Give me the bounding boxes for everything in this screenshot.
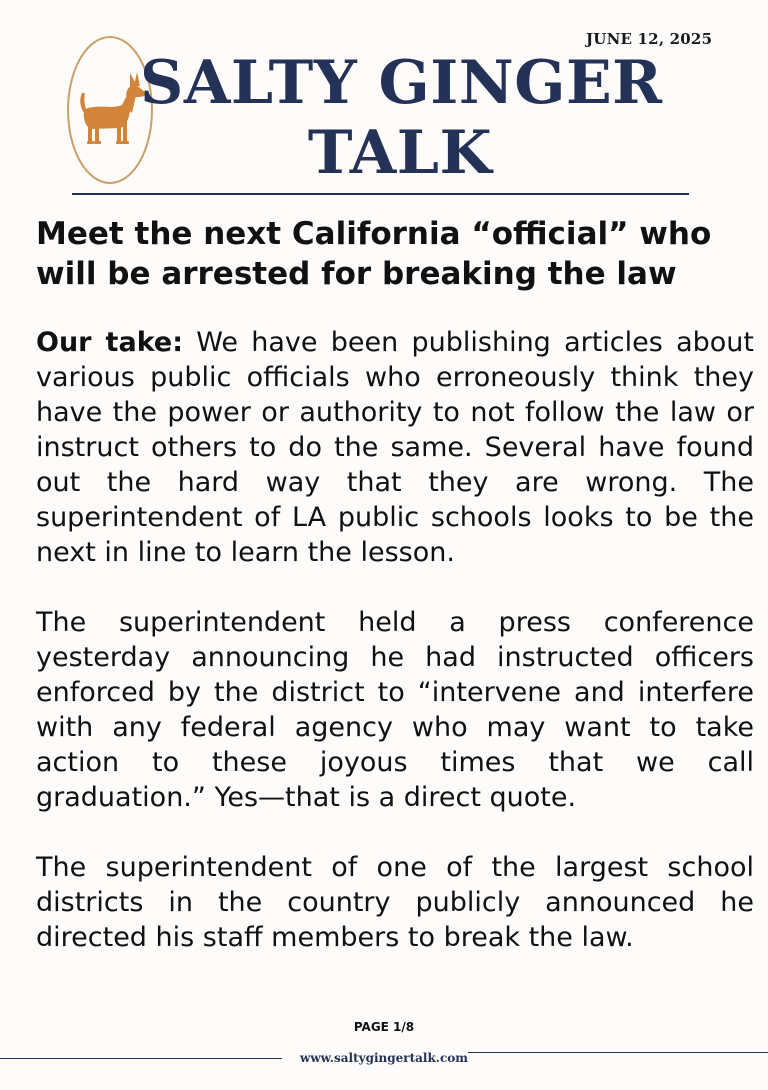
website-link[interactable]: www.saltygingertalk.com [300,1051,468,1065]
paragraph-1-text: We have been publishing articles about various public officials who erroneously think they have the power or authority to not follow the law or instruct others to do the same. Several have found out the hard way that they are wrong. The superintendent of LA public schools looks to be the next in line to learn the lesson. [36,327,754,568]
masthead-line-1: SALTY GINGER [140,48,663,118]
masthead-title [140,48,663,188]
header-divider [72,193,689,195]
page-number: PAGE 1/8 [353,1020,415,1034]
paragraph-3: The superintendent of one of the largest school districts in the country publicly announced he directed his staff members to break the law. [36,852,754,953]
article-headline: Meet the next California “official” who will be arrested for breaking the law [36,216,712,292]
paragraph-1 [36,325,754,570]
masthead-line-2: TALK [307,118,493,188]
issue-date: JUNE 12, 2025 [586,30,713,48]
paragraph-2: The superintendent held a press conference yesterday announcing he had instructed officers enforced by the district to “intervene and interfere with any federal agency who may want to take action to these joyous times that we call graduation.” Yes—that is a direct quote. [36,607,754,813]
lead-label: Our take: [36,327,184,358]
article-body [36,325,754,990]
